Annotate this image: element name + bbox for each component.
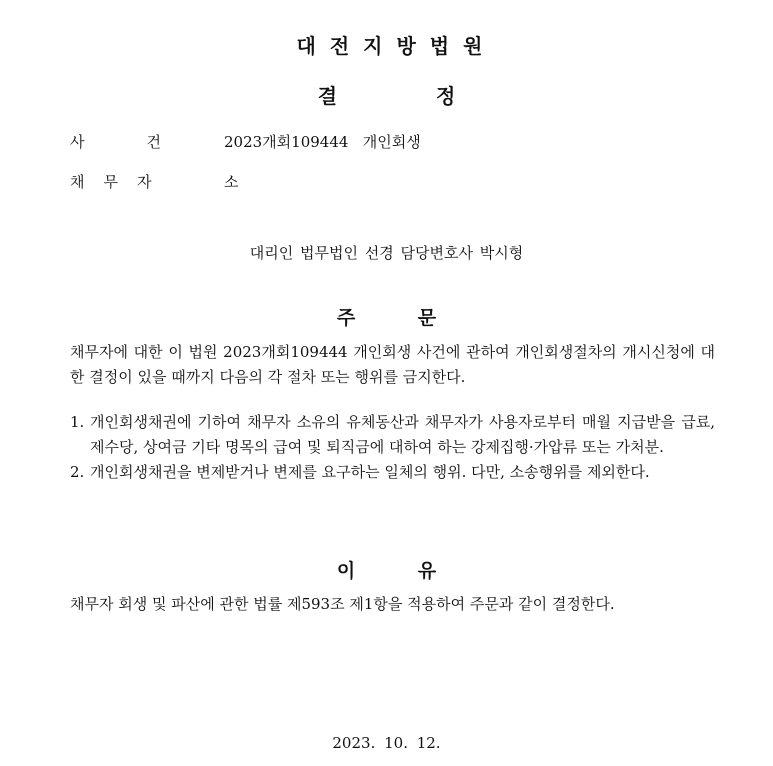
case-row	[70, 131, 421, 153]
debtor-name: 소	[224, 173, 239, 191]
document-type-title: 결 정	[317, 84, 456, 108]
case-label: 사건	[70, 133, 223, 151]
list-item	[70, 410, 715, 460]
item-number: 2.	[70, 463, 85, 481]
case-number: 2023개회109444	[224, 133, 349, 151]
order-items	[70, 410, 715, 485]
item-number: 1.	[70, 413, 85, 431]
debtor-row	[70, 171, 239, 193]
item-text: 개인회생채권에 기하여 채무자 소유의 유체동산과 채무자가 사용자로부터 매월 지급받을 급료, 제수당, 상여금 기타 명목의 급여 및 퇴직금에 대하여 하는 강제집행·가압류 또는 가처분.	[90, 413, 715, 456]
reason-text: 채무자 회생 및 파산에 관한 법률 제593조 제1항을 적용하여 주문과 같이 결정한다.	[70, 595, 615, 613]
item-text: 개인회생채권을 변제받거나 변제를 요구하는 일체의 행위. 다만, 소송행위를 제외한다.	[90, 463, 650, 481]
decision-date: 2023. 10. 12.	[332, 734, 441, 752]
court-name: 대전지방법원	[296, 34, 497, 58]
case-type: 개인회생	[362, 133, 421, 151]
list-item	[70, 460, 715, 485]
reason-heading: 이 유	[336, 560, 437, 582]
order-intro: 채무자에 대한 이 법원 2023개회109444 개인회생 사건에 관하여 개인회생절차의 개시신청에 대한 결정이 있을 때까지 다음의 각 절차 또는 행위를 금지한다.	[70, 343, 715, 386]
debtor-label: 채무자	[70, 173, 171, 191]
legal-agent: 대리인 법무법인 선경 담당변호사 박시형	[249, 244, 524, 262]
order-heading: 주 문	[336, 307, 437, 329]
